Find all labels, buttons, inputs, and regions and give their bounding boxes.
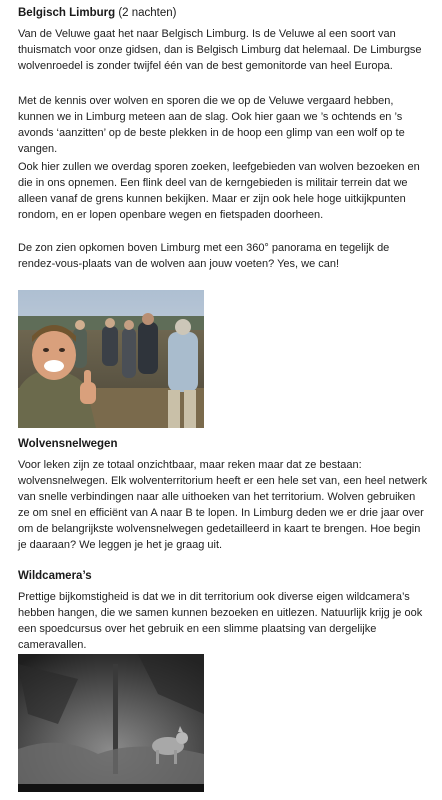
paragraph-tracks: Ook hier zullen we overdag sporen zoeken, leefgebieden van wolven bezoeken en die in ons opnemen. Een flink deel van de kerngebieden is militair terrein dat we alleen vanaf de grens kunnen bekijken. Maar er zijn ook hele hoge uitkijkpunten rondom, en er lopen openbare wegen en fietspaden doorheen. [18, 161, 420, 221]
paragraph-sunrise: De zon zien opkomen boven Limburg met een 360° panorama en tegelijk de rendez-vous-plaats van de wolven aan jouw voeten? Yes, we can! [18, 242, 390, 270]
section-title-bold: Belgisch Limburg [18, 7, 116, 19]
section-title-suffix: (2 nachten) [118, 7, 177, 19]
paragraph-wildcameras: Prettige bijkomstigheid is dat we in dit territorium ook diverse eigen wildcamera’s hebben hangen, die we samen kunnen bezoeken en uitlezen. Natuurlijk krijg je ook een spoedcursus over het gebruik en een slimme plaatsing van dergelijke cameravallen. [18, 591, 423, 651]
paragraph-wolvensnelwegen: Voor leken zijn ze totaal onzichtbaar, maar reken maar dat ze bestaan: wolvensnelwegen. Elk wolventerritorium heeft er een hele set van, een heel netwerk van snelle verbindingen naar alle uithoeken van het territorium. Wolven gebruiken ze om snel en efficiënt van A naar B te lopen. In Limburg deden we er drie jaar over om de belangrijkste wolvensnelwegen gedetailleerd in kaart te brengen. Hoe begin je daaraan? We leggen je het je graag uit. [18, 459, 428, 551]
section-title-wildcameras: Wildcamera’s [18, 570, 92, 582]
group-selfie-photo [18, 290, 204, 428]
paragraph-knowledge: Met de kennis over wolven en sporen die we op de Veluwe vergaard hebben, kunnen we in Limburg meteen aan de slag. Ook hier gaan we ’s ochtends en ’s avonds ‘aanzitten’ op de beste plekken in de hoop een glimp van een wolf op te vangen. [18, 95, 405, 155]
section-title-belgisch-limburg [18, 6, 177, 21]
section-title-wolvensnelwegen: Wolvensnelwegen [18, 438, 118, 450]
paragraph-intro: Van de Veluwe gaat het naar Belgisch Limburg. Is de Veluwe al een soort van thuismatch voor onze gidsen, dan is Belgisch Limburg dat helemaal. De Limburgse wolvenroedel is zonder twijfel één van de best gemonitorde van heel Europa. [18, 28, 422, 72]
wildcamera-wolf-photo [18, 654, 204, 792]
